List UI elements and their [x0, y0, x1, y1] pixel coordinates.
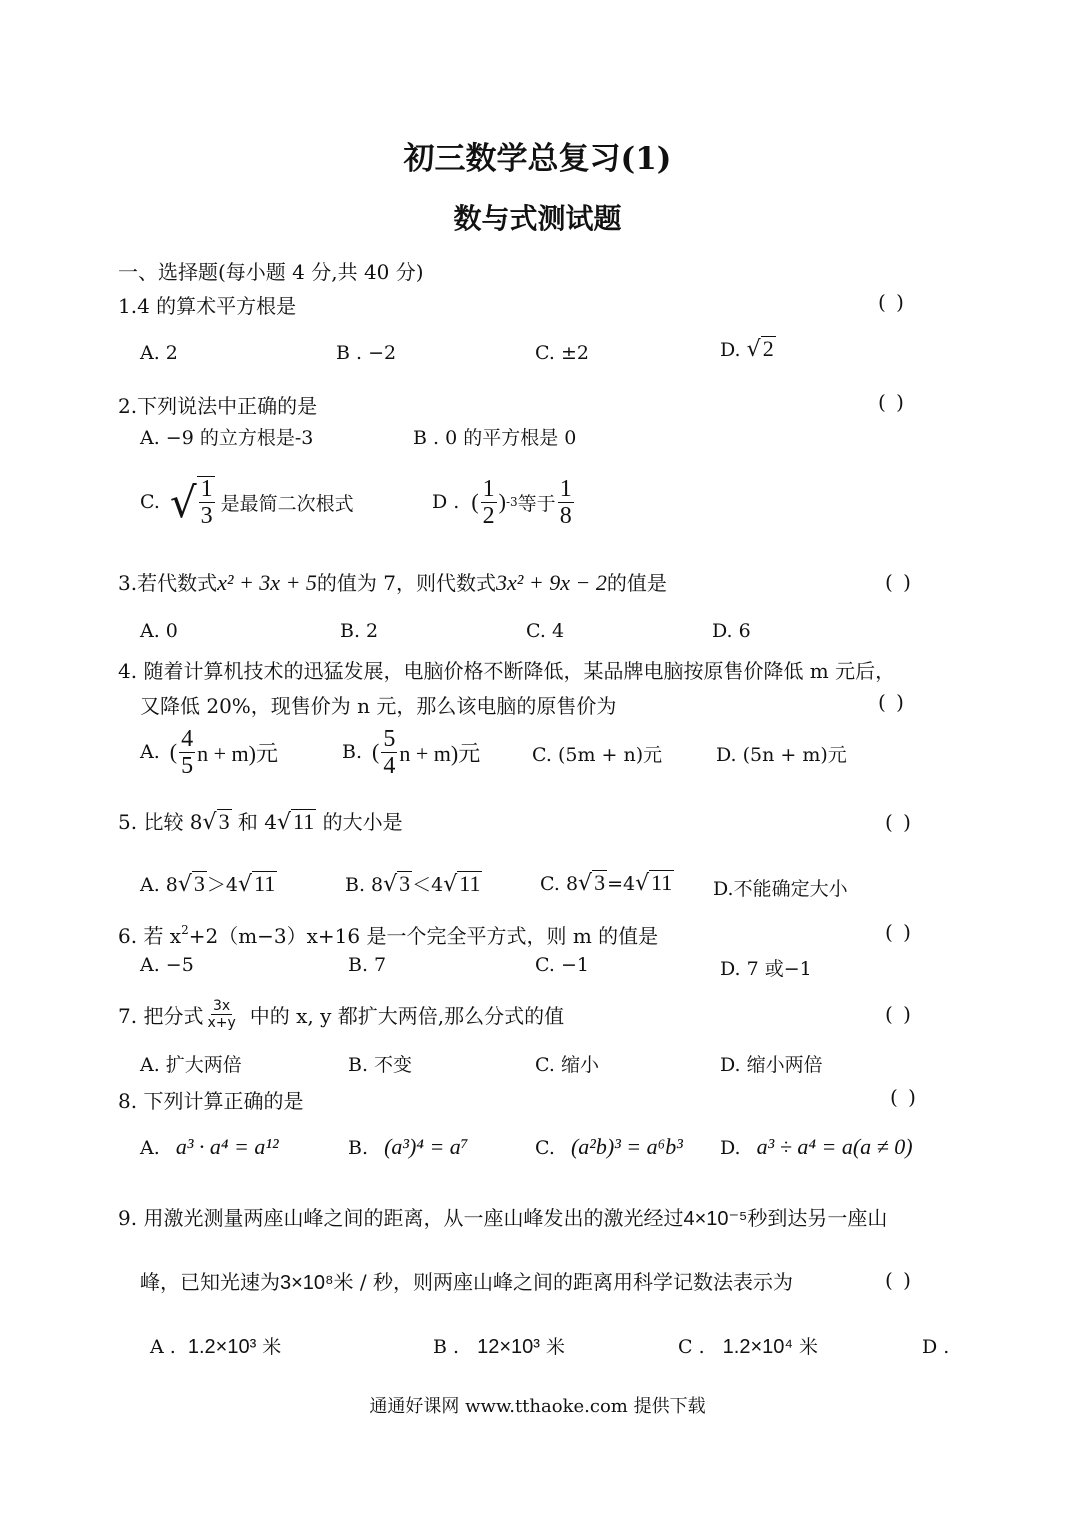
q9-option-a-value: 1.2×10³ [187, 1336, 257, 1358]
q7-stem-post: 中的 x, y 都扩大两倍,那么分式的值 [249, 1003, 565, 1028]
q3-option-c: C. 4 [526, 620, 565, 642]
q8-option-d [720, 1134, 913, 1160]
q1-option-a: A. 2 [140, 342, 178, 364]
q3-expression-1: x² + 3x + 5 [217, 570, 317, 595]
q9-line-1-post: 秒到达另一座山 [747, 1206, 888, 1230]
fraction [205, 999, 237, 1030]
q5-option-b-mid: ＜4 [412, 874, 444, 896]
q6-stem-post: +2（m−3）x+16 是一个完全平方式，则 m 的值是 [188, 924, 659, 948]
q2-option-c-text: 是最简二次根式 [220, 492, 354, 515]
numerator: 1 [559, 475, 572, 502]
numerator: 4 [181, 725, 194, 752]
denominator: 3 [200, 503, 213, 529]
q8-option-c-expr: (a²b)³ = a⁶b³ [570, 1134, 683, 1159]
q6-option-c: C. −1 [535, 954, 589, 976]
sqrt-symbol: √11 [277, 809, 315, 835]
q5-option-c [540, 870, 674, 896]
q2-option-d-label: D . [432, 491, 460, 513]
radicand: 11 [651, 870, 673, 895]
q9-line-2-pre: 峰，已知光速为 [140, 1270, 280, 1294]
q5-stem-mid: 和 4 [237, 810, 278, 834]
question-7-stem [118, 990, 564, 1038]
radicand: 3 [399, 871, 411, 896]
q9-speed-value: 3×10⁸ [280, 1272, 334, 1294]
q7-option-d: D. 缩小两倍 [720, 1054, 823, 1076]
question-4-line-1: 4. 随着计算机技术的迅猛发展，电脑价格不断降低，某品牌电脑按原售价降低 m 元后， [118, 659, 896, 683]
q9-option-b-value: 12×10³ [477, 1336, 540, 1358]
q6-option-d: D. 7 或−1 [720, 958, 812, 980]
q8-option-d-expr: a³ ÷ a⁴ = a(a ≠ 0) [756, 1134, 913, 1159]
question-5-stem [118, 806, 403, 835]
q8-option-b [348, 1134, 468, 1160]
q8-option-b-label: B. [348, 1137, 369, 1159]
q5-option-d: D.不能确定大小 [713, 878, 848, 900]
numerator: 5 [383, 725, 396, 752]
q7-stem-pre: 7. 把分式 [118, 1003, 204, 1028]
q6-option-a: A. −5 [140, 954, 194, 976]
q6-option-b: B. 7 [348, 954, 387, 976]
q5-option-b-pre: B. 8 [345, 874, 384, 896]
q5-option-a-mid: ＞4 [206, 874, 239, 896]
answer-bracket-7: ( ) [885, 1002, 913, 1026]
numerator: 3x [213, 997, 231, 1014]
q2-option-b: B . 0 的平方根是 0 [413, 427, 577, 449]
page-title: 初三数学总复习(1) [403, 141, 672, 177]
q3-stem-mid: 的值为 7，则代数式 [316, 571, 497, 595]
q4-option-b-rest: n + m)元 [399, 740, 481, 766]
page-subtitle: 数与式测试题 [453, 202, 622, 235]
q3-option-b: B. 2 [340, 620, 379, 642]
q2-option-d: D . ( $\frac{1}{2}$ ) -3 等于 $\frac{1}{8}$ [432, 475, 572, 529]
q6-stem-pre: 6. 若 x [118, 924, 182, 948]
footer-credit: 通通好课网 www.tthaoke.com 提供下载 [369, 1396, 706, 1417]
q8-option-c [535, 1134, 683, 1160]
q3-option-d: D. 6 [712, 620, 751, 642]
q9-option-c-label: C . [678, 1336, 705, 1358]
q9-option-c [678, 1332, 818, 1359]
q5-option-c-mid: =4 [607, 873, 636, 895]
q7-option-a: A. 扩大两倍 [140, 1054, 242, 1076]
q3-stem-pre: 3.若代数式 [118, 571, 218, 595]
q9-option-a-unit: 米 [262, 1336, 282, 1358]
q8-option-d-label: D. [720, 1137, 741, 1159]
question-2-stem: 2.下列说法中正确的是 [118, 394, 318, 418]
denominator: 5 [181, 752, 194, 779]
radicand: 3 [594, 870, 606, 895]
sqrt-symbol: √2 [746, 336, 774, 362]
q4-option-c: C. (5m + n)元 [532, 744, 663, 766]
q6-exponent: 2 [181, 923, 189, 937]
q9-option-b-unit: 米 [545, 1336, 565, 1358]
q5-option-c-pre: C. 8 [540, 873, 579, 895]
q1-option-c: C. ±2 [535, 342, 589, 364]
fraction [179, 727, 195, 778]
radicand: 3 [193, 871, 205, 896]
q8-option-a-expr: a³ · a⁴ = a¹² [175, 1134, 279, 1159]
radicand: 11 [254, 871, 276, 896]
q8-option-b-expr: (a³)⁴ = a⁷ [384, 1134, 469, 1159]
question-4-line-2: 又降低 20%，现售价为 n 元，那么该电脑的原售价为 [140, 694, 617, 718]
radicand: 11 [459, 871, 481, 896]
answer-bracket-9: ( ) [885, 1268, 913, 1292]
answer-bracket-8: ( ) [890, 1085, 918, 1109]
q9-option-b [433, 1332, 565, 1359]
q3-expression-2: 3x² + 9x − 2 [496, 570, 607, 595]
radicand: 2 [762, 336, 774, 361]
answer-bracket-6: ( ) [885, 920, 913, 944]
q4-option-b-label: B. [342, 741, 363, 763]
q9-line-1-pre: 9. 用激光测量两座山峰之间的距离，从一座山峰发出的激光经过 [118, 1206, 684, 1230]
denominator: 8 [559, 502, 572, 529]
question-9-line-2 [140, 1266, 793, 1295]
q3-stem-post: 的值是 [606, 571, 667, 595]
question-6-stem [118, 920, 658, 949]
denominator: 2 [482, 502, 495, 529]
sqrt-symbol: √3 [177, 871, 205, 897]
sqrt-symbol: √11 [443, 871, 481, 897]
answer-bracket-4: ( ) [878, 690, 906, 714]
q5-option-b [345, 870, 482, 897]
q9-option-c-unit: 米 [799, 1336, 819, 1358]
question-1-stem: 1.4 的算术平方根是 [118, 294, 297, 318]
q2-option-a: A. −9 的立方根是-3 [140, 427, 314, 449]
radicand: 3 [218, 809, 230, 834]
q8-option-c-label: C. [535, 1137, 555, 1159]
q4-option-a-label: A. [140, 741, 160, 763]
q9-option-d: D . [922, 1336, 950, 1358]
q9-time-value: 4×10⁻⁵ [683, 1208, 748, 1230]
section-heading: 一、选择题(每小题 4 分,共 40 分) [118, 260, 424, 284]
q4-option-a-rest: n + m)元 [197, 740, 278, 766]
sqrt-symbol: √11 [635, 870, 673, 896]
fraction [558, 477, 574, 528]
sqrt-symbol: √11 [238, 871, 276, 897]
q9-option-a [150, 1332, 281, 1359]
question-3-stem [118, 567, 667, 596]
question-8-stem: 8. 下列计算正确的是 [118, 1089, 304, 1113]
q2-option-d-text: 等于 [517, 492, 556, 515]
q3-option-a: A. 0 [140, 620, 178, 642]
numerator: 1 [200, 476, 213, 502]
answer-bracket-1: ( ) [878, 290, 906, 314]
q7-option-b: B. 不变 [348, 1054, 413, 1076]
q4-option-d: D. (5n + m)元 [716, 744, 847, 766]
sqrt-fraction: √ $\frac{1}{3}$ [169, 476, 213, 529]
q2-option-c-label: C. [140, 491, 160, 513]
q4-option-b: B. ( $\frac{5}{4}$ n + m)元 [342, 725, 481, 779]
q5-option-a [140, 870, 277, 897]
answer-bracket-5: ( ) [885, 810, 913, 834]
question-9-line-1 [118, 1202, 887, 1231]
q1-option-d [720, 336, 776, 362]
denominator: 4 [383, 752, 396, 779]
numerator: 1 [482, 475, 495, 502]
q2-option-c [140, 472, 354, 532]
q5-stem-pre: 5. 比较 8 [118, 810, 203, 834]
sqrt-symbol: √3 [383, 871, 411, 897]
answer-bracket-3: ( ) [885, 570, 913, 594]
q9-option-b-label: B . [433, 1336, 460, 1358]
q9-line-2-post: 米 / 秒，则两座山峰之间的距离用科学记数法表示为 [333, 1270, 793, 1294]
answer-bracket-2: ( ) [878, 390, 906, 414]
q9-option-c-value: 1.2×10⁴ [722, 1336, 793, 1358]
q8-option-a [140, 1134, 279, 1160]
q9-option-a-label: A . [150, 1336, 176, 1358]
q7-option-c: C. 缩小 [535, 1054, 599, 1076]
sqrt-symbol: √3 [202, 809, 230, 835]
fraction [381, 727, 397, 778]
q4-option-a: A. ( $\frac{4}{5}$ n + m)元 [140, 725, 278, 779]
q1-option-b: B . −2 [336, 342, 397, 364]
q5-option-a-pre: A. 8 [140, 874, 178, 896]
radicand: 11 [293, 809, 315, 834]
q8-option-a-label: A. [140, 1137, 160, 1159]
fraction [481, 477, 497, 528]
sqrt-symbol: √3 [578, 870, 606, 896]
q1-option-d-label: D. [720, 339, 741, 361]
denominator: x+y [207, 1014, 236, 1031]
q5-stem-post: 的大小是 [322, 810, 403, 834]
